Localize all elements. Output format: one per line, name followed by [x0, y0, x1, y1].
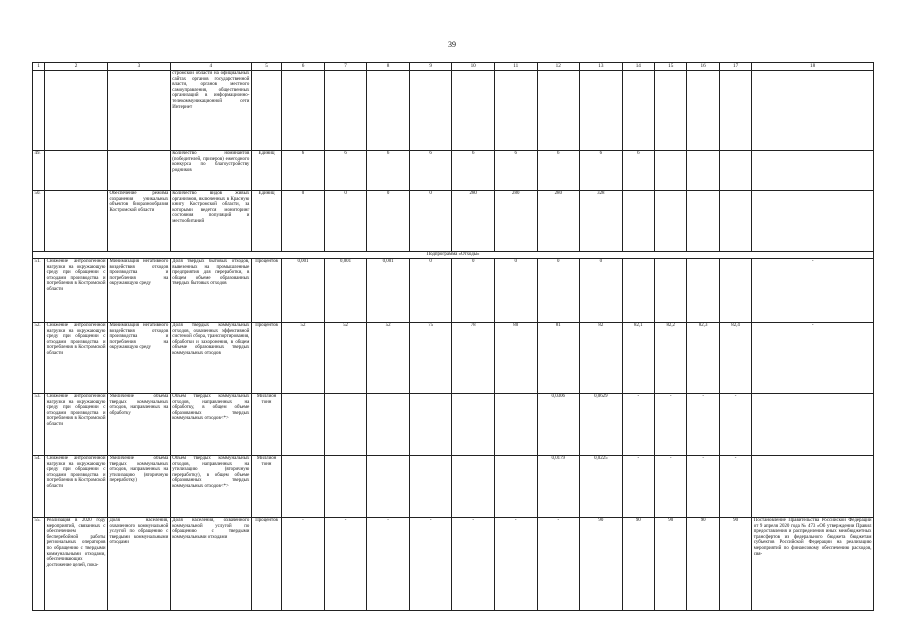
- column-number: 13: [580, 63, 623, 71]
- unit-cell: Единиц: [251, 151, 281, 191]
- goal-cell: Снижение антропогенной нагрузки на окружающую среду при обращении с отходами производства и потребления в Костромской области: [45, 259, 108, 323]
- unit-cell: Процентов: [251, 259, 281, 323]
- indicator-cell: Объем твердых коммунальных отходов, направленных на обработку, в общем объеме образованных твердых коммунальных отходов<*>: [170, 394, 251, 456]
- value-cell: 6: [537, 151, 580, 191]
- indicator-cell: стромской области на официальных сайтах органов государственной власти, органов местного самоуправления, общественных организаций в информационно-телекоммуникационной сети Интернет: [170, 71, 251, 151]
- value-cell: 90: [719, 518, 751, 611]
- value-cell: [622, 191, 654, 252]
- value-cell: 6: [580, 151, 623, 191]
- row-number: 53.: [33, 394, 45, 456]
- value-cell: 0: [494, 259, 537, 323]
- row-number: 51.: [33, 259, 45, 323]
- value-cell: -: [367, 518, 410, 611]
- value-cell: [655, 191, 687, 252]
- value-cell: [409, 456, 452, 518]
- value-cell: 52: [324, 323, 367, 394]
- value-cell: 82,1: [622, 323, 654, 394]
- value-cell: -: [537, 518, 580, 611]
- value-cell: [324, 394, 367, 456]
- value-cell: [687, 191, 719, 252]
- value-cell: 82,4: [719, 323, 751, 394]
- indicator-cell: Количество видов живых организмов, включенных в Красную книгу Костромской области, за которыми ведется мониторинг состояния популяций и местообитаний: [170, 191, 251, 252]
- value-cell: 0,0225: [580, 456, 623, 518]
- table-row: [33, 151, 874, 191]
- value-cell: 0,0179: [537, 456, 580, 518]
- value-cell: 0: [580, 259, 623, 323]
- value-cell: 0,0306: [537, 394, 580, 456]
- value-cell: 0,001: [324, 259, 367, 323]
- value-cell: [752, 151, 874, 191]
- value-cell: -: [494, 518, 537, 611]
- row-number: 50.: [33, 191, 45, 252]
- value-cell: 82,3: [687, 323, 719, 394]
- goal-cell: Реализация в 2020 году мероприятий, связанных с обеспечением бесперебойной работы региональных операторов по обращению с твердыми коммунальными отходами, обеспечивающих достижение целей, пока-: [45, 518, 108, 611]
- goal-cell: Снижение антропогенной нагрузки на окружающую среду при обращении с отходами производства и потребления в Костромской области: [45, 456, 108, 518]
- value-cell: 0: [452, 259, 495, 323]
- value-cell: -: [452, 518, 495, 611]
- column-number: 7: [324, 63, 367, 71]
- task-cell: Увеличение объема твердых коммунальных отходов, направленных на утилизацию (вторичную переработку): [107, 456, 170, 518]
- indicator-cell: Объем твердых коммунальных отходов, направленных на утилизацию (вторичную переработку), в общем объеме образованных твердых коммунальных отходов<*>: [170, 456, 251, 518]
- value-cell: 0,001: [367, 259, 410, 323]
- value-cell: 90: [687, 518, 719, 611]
- value-cell: [282, 456, 325, 518]
- value-cell: [687, 259, 719, 323]
- column-number: 3: [107, 63, 170, 71]
- column-number: 10: [452, 63, 495, 71]
- column-number: 18: [752, 63, 874, 71]
- value-cell: 280: [452, 191, 495, 252]
- value-cell: 52: [367, 323, 410, 394]
- subprogram-row: [33, 252, 874, 259]
- note-cell: Постановление Правительства Российской Федерации от 9 апреля 2020 года № 473 «Об утверждении Правил предоставления и распределения иных межбюджетных трансфертов из федерального бюджета бюджетам субъектов Российской Федерации на реализацию мероприятий по финансовому обеспечению расходов, свя-: [752, 518, 874, 611]
- column-number: 1: [33, 63, 45, 71]
- value-cell: [324, 456, 367, 518]
- table-row: [33, 394, 874, 456]
- value-cell: 280: [494, 191, 537, 252]
- value-cell: 52: [282, 323, 325, 394]
- task-cell: Увеличение объема твердых коммунальных отходов, направленных на обработку: [107, 394, 170, 456]
- column-number: 5: [251, 63, 281, 71]
- value-cell: 6: [409, 151, 452, 191]
- value-cell: 6: [367, 151, 410, 191]
- column-number: 4: [170, 63, 251, 71]
- value-cell: 6: [622, 151, 654, 191]
- row-number: 52.: [33, 323, 45, 394]
- value-cell: 80: [494, 323, 537, 394]
- page-number: 39: [448, 40, 456, 49]
- goal-cell: Снижение антропогенной нагрузки на окружающую среду при обращении с отходами производства и потребления в Костромской области: [45, 394, 108, 456]
- value-cell: 328: [580, 191, 623, 252]
- value-cell: [687, 151, 719, 191]
- indicator-cell: Количество номинантов (победителей, призеров) ежегодного конкурса по благоустройству родников: [170, 151, 251, 191]
- column-number: 2: [45, 63, 108, 71]
- value-cell: [655, 259, 687, 323]
- row-number: 49.: [33, 151, 45, 191]
- row-number: 55.: [33, 518, 45, 611]
- unit-cell: Миллион тонн: [251, 394, 281, 456]
- value-cell: [367, 456, 410, 518]
- value-cell: 90: [622, 518, 654, 611]
- value-cell: -: [719, 456, 751, 518]
- value-cell: 82: [580, 323, 623, 394]
- unit-cell: Процентов: [251, 518, 281, 611]
- value-cell: 78: [452, 323, 495, 394]
- indicator-cell: Доля населения, охваченного коммунальной услугой по обращению с твердыми коммунальными отходами: [170, 518, 251, 611]
- value-cell: 0,001: [282, 259, 325, 323]
- column-number: 17: [719, 63, 751, 71]
- table-row: [33, 456, 874, 518]
- column-number: 12: [537, 63, 580, 71]
- value-cell: 0: [409, 259, 452, 323]
- indicator-cell: Доля твердых бытовых отходов, вывезенных на промышленные предприятия для переработки, в общем объеме образованных твердых бытовых отходов: [170, 259, 251, 323]
- column-number: 6: [282, 63, 325, 71]
- value-cell: [719, 259, 751, 323]
- value-cell: -: [622, 394, 654, 456]
- value-cell: 0,0629: [580, 394, 623, 456]
- goal-cell: Снижение антропогенной нагрузки на окружающую среду при обращении с отходами производства и потребления в Костромской области: [45, 323, 108, 394]
- note-cell: -: [752, 259, 874, 323]
- value-cell: 75: [409, 323, 452, 394]
- value-cell: [494, 394, 537, 456]
- table-row: [33, 323, 874, 394]
- task-cell: Минимизация негативного воздействия отходов производства и потребления на окружающую среду: [107, 323, 170, 394]
- value-cell: -: [324, 518, 367, 611]
- value-cell: [452, 456, 495, 518]
- unit-cell: Миллион тонн: [251, 456, 281, 518]
- column-number: 14: [622, 63, 654, 71]
- value-cell: [282, 394, 325, 456]
- value-cell: 6: [452, 151, 495, 191]
- table-row: [33, 71, 874, 151]
- table-row: [33, 518, 874, 611]
- task-cell: Доля населения, охваченного коммунальной услугой по обращению с твердыми коммунальными отходами: [107, 518, 170, 611]
- column-number: 9: [409, 63, 452, 71]
- value-cell: -: [409, 518, 452, 611]
- value-cell: -: [719, 394, 751, 456]
- value-cell: [367, 394, 410, 456]
- value-cell: [719, 191, 751, 252]
- indicator-cell: Доля твердых коммунальных отходов, охваченных эффективной системой сбора, транспортирования, обработки и захоронения, в общем объеме образованных твердых коммунальных отходов: [170, 323, 251, 394]
- value-cell: 6: [324, 151, 367, 191]
- value-cell: [655, 151, 687, 191]
- value-cell: 6: [494, 151, 537, 191]
- value-cell: 0: [537, 259, 580, 323]
- subprogram-title: Подпрограмма «Отходы»: [33, 252, 874, 259]
- value-cell: -: [655, 394, 687, 456]
- value-cell: [622, 259, 654, 323]
- value-cell: 0: [409, 191, 452, 252]
- unit-cell: Процентов: [251, 323, 281, 394]
- value-cell: -: [687, 456, 719, 518]
- value-cell: [752, 191, 874, 252]
- unit-cell: Единиц: [251, 191, 281, 252]
- value-cell: 82,2: [655, 323, 687, 394]
- row-number: 54.: [33, 456, 45, 518]
- task-cell: Минимизация негативного воздействия отходов производства и потребления на окружающую среду: [107, 259, 170, 323]
- note-cell: -: [752, 323, 874, 394]
- value-cell: 280: [537, 191, 580, 252]
- column-number-row: [33, 63, 874, 71]
- value-cell: -: [282, 518, 325, 611]
- table-row: [33, 191, 874, 252]
- value-cell: 0: [324, 191, 367, 252]
- value-cell: 6: [282, 151, 325, 191]
- task-cell: Обеспечение режима сохранения уникальных объектов биоразнообразия Костромской области: [107, 191, 170, 252]
- value-cell: 0: [282, 191, 325, 252]
- indicators-table: [32, 62, 874, 611]
- column-number: 8: [367, 63, 410, 71]
- value-cell: 0: [367, 191, 410, 252]
- column-number: 11: [494, 63, 537, 71]
- value-cell: [719, 151, 751, 191]
- value-cell: [494, 456, 537, 518]
- value-cell: -: [622, 456, 654, 518]
- value-cell: -: [687, 394, 719, 456]
- table-row: [33, 259, 874, 323]
- value-cell: -: [655, 456, 687, 518]
- value-cell: [409, 394, 452, 456]
- column-number: 16: [687, 63, 719, 71]
- value-cell: 90: [580, 518, 623, 611]
- column-number: 15: [655, 63, 687, 71]
- value-cell: 90: [655, 518, 687, 611]
- value-cell: [452, 394, 495, 456]
- value-cell: 81: [537, 323, 580, 394]
